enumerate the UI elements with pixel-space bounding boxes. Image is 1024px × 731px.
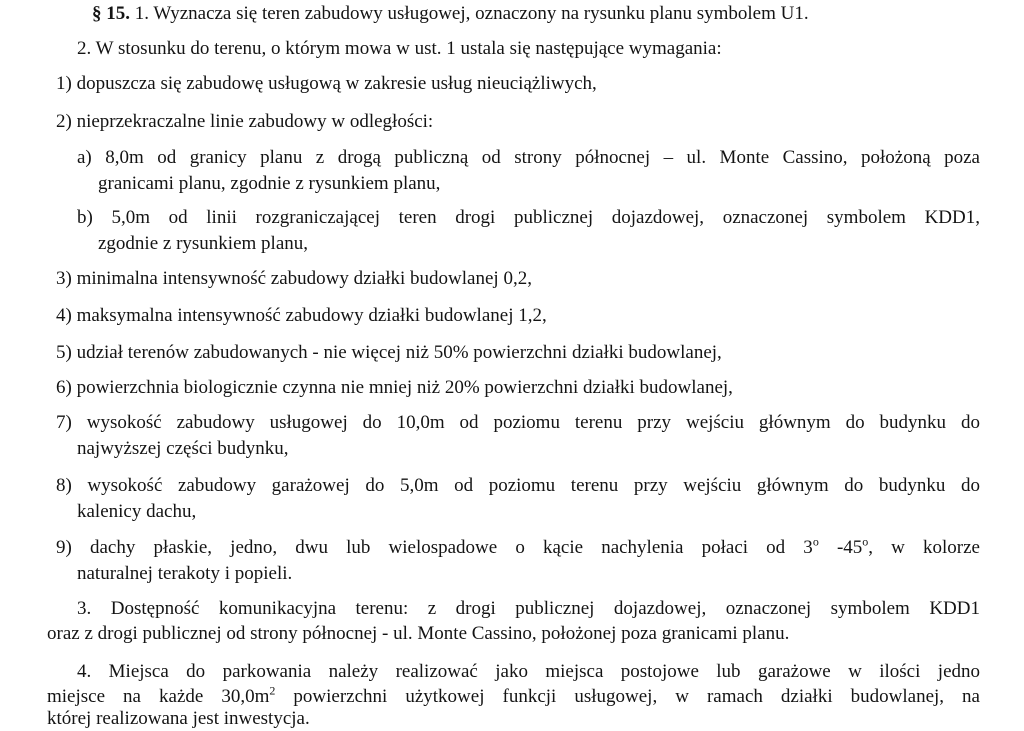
list-item-2a-line1: a) 8,0m od granicy planu z drogą publiczną od strony północnej – ul. Monte Cassino, położoną poza (77, 147, 980, 168)
list-item-8-line2: kalenicy dachu, (77, 501, 197, 522)
degree-mark-2: o (862, 536, 869, 549)
list-item-9-text-c: , w kolorze (868, 537, 980, 558)
list-item-8-line1: 8) wysokość zabudowy garażowej do 5,0m od poziomu terenu przy wejściu głównym do budynku do (56, 475, 980, 496)
list-item-2: 2) nieprzekraczalne linie zabudowy w odległości: (56, 111, 434, 132)
list-item-2b-line2: zgodnie z rysunkiem planu, (98, 233, 309, 254)
list-item-9-line2: naturalnej terakoty i popieli. (77, 563, 293, 584)
list-item-3: 3) minimalna intensywność zabudowy działki budowlanej 0,2, (56, 268, 532, 289)
paragraph-3-line1: 3. Dostępność komunikacyjna terenu: z drogi publicznej dojazdowej, oznaczonej symbolem KDD1 (77, 598, 980, 619)
paragraph-4-text-b: powierzchni użytkowej funkcji usługowej, w ramach działki budowlanej, na (275, 686, 980, 707)
paragraph-15-1 (92, 2, 809, 26)
list-item-2b-line1: b) 5,0m od linii rozgraniczającej teren drogi publicznej dojazdowej, oznaczonej symbolem KDD1, (77, 207, 980, 228)
paragraph-4-text-a: miejsce na każde 30,0m (47, 686, 270, 707)
section-number: § 15. (92, 3, 130, 24)
list-item-9-text-b: -45 (818, 537, 863, 558)
list-item-5: 5) udział terenów zabudowanych - nie więcej niż 50% powierzchni działki budowlanej, (56, 342, 722, 363)
list-item-9-line1 (56, 536, 980, 560)
list-item-7-line1: 7) wysokość zabudowy usługowej do 10,0m od poziomu terenu przy wejściu głównym do budynku do (56, 412, 980, 433)
list-item-7-line2: najwyższej części budynku, (77, 438, 289, 459)
list-item-4: 4) maksymalna intensywność zabudowy działki budowlanej 1,2, (56, 305, 547, 326)
paragraph-4-line3: której realizowana jest inwestycja. (47, 708, 310, 729)
degree-mark-1: o (812, 536, 819, 549)
list-item-2a-line2: granicami planu, zgodnie z rysunkiem planu, (98, 173, 441, 194)
paragraph-4-line2 (47, 685, 980, 709)
square-superscript: 2 (269, 685, 276, 698)
paragraph-4-line1: 4. Miejsca do parkowania należy realizować jako miejsca postojowe lub garażowe w ilości jedno (77, 661, 980, 682)
section-1-text: 1. Wyznacza się teren zabudowy usługowej, oznaczony na rysunku planu symbolem U1. (134, 3, 809, 24)
paragraph-3-line2: oraz z drogi publicznej od strony północnej - ul. Monte Cassino, położonej poza granicami planu. (47, 623, 790, 644)
list-item-6: 6) powierzchnia biologicznie czynna nie mniej niż 20% powierzchni działki budowlanej, (56, 377, 733, 398)
list-item-1: 1) dopuszcza się zabudowę usługową w zakresie usług nieuciążliwych, (56, 73, 597, 94)
list-item-9-text-a: 9) dachy płaskie, jedno, dwu lub wielospadowe o kącie nachylenia połaci od 3 (56, 537, 813, 558)
paragraph-2: 2. W stosunku do terenu, o którym mowa w ust. 1 ustala się następujące wymagania: (77, 38, 722, 59)
